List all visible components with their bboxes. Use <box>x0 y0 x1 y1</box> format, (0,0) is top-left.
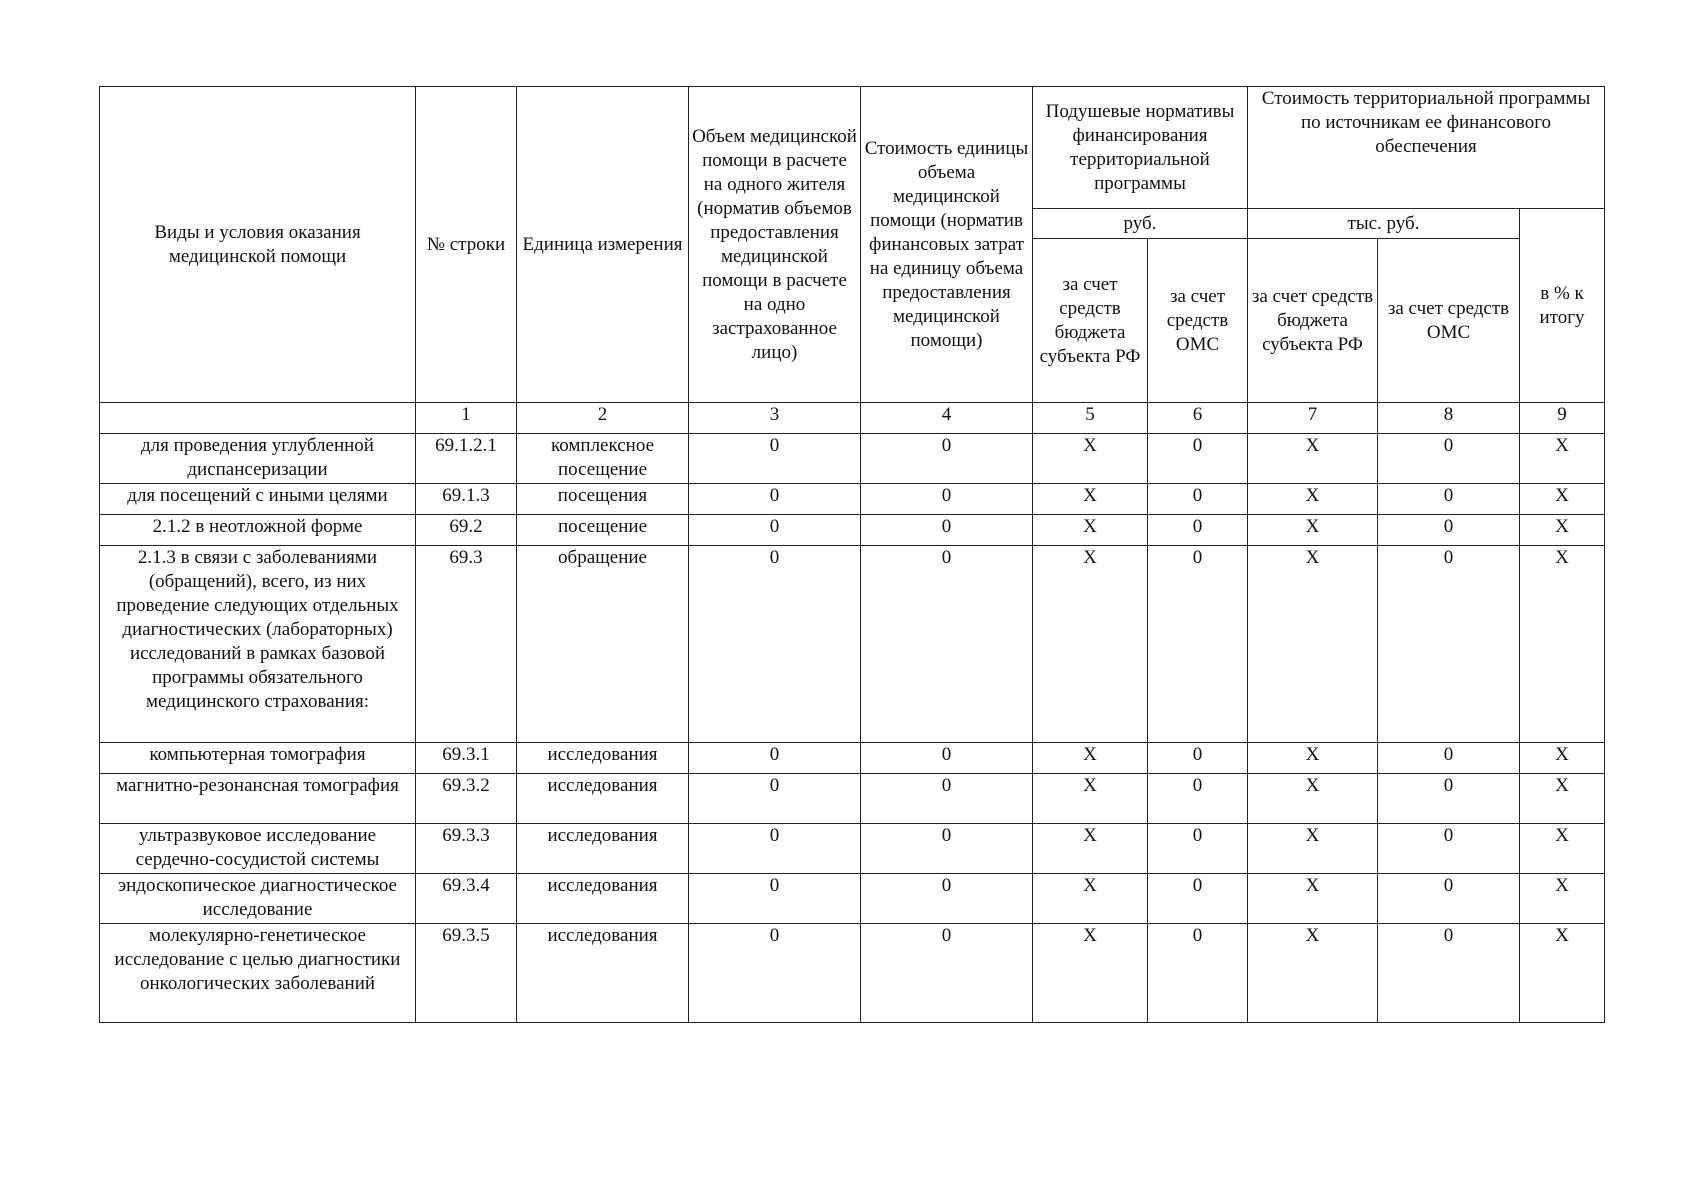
cell-col7: X <box>1248 824 1378 874</box>
cell-col6: 0 <box>1148 743 1248 774</box>
row-number: 69.3.2 <box>416 774 517 824</box>
header-volume: Объем медицинской помощи в расчете на одного жителя (норматив объемов предоставления медицинской помощи в расчете на одно застрахованное лицо) <box>689 87 861 403</box>
row-name: магнитно-резонансная томография <box>100 774 416 824</box>
header-unit-cost: Стоимость единицы объема медицинской помощи (норматив финансовых затрат на единицу объема предоставления медицинской помощи) <box>861 87 1033 403</box>
header-budget-thousand: за счет средств бюджета субъекта РФ <box>1248 239 1378 403</box>
cell-col4: 0 <box>861 484 1033 515</box>
cell-col5: X <box>1033 774 1148 824</box>
column-number-empty <box>100 403 416 434</box>
column-number: 2 <box>517 403 689 434</box>
cell-col7: X <box>1248 774 1378 824</box>
cell-col8: 0 <box>1378 743 1520 774</box>
cell-col9: X <box>1520 546 1605 743</box>
header-thousand-rub: тыс. руб. <box>1248 209 1520 239</box>
cell-col3: 0 <box>689 924 861 1023</box>
cell-col9: X <box>1520 515 1605 546</box>
table-row <box>100 515 1605 546</box>
row-name: эндоскопическое диагностическое исследование <box>100 874 416 924</box>
table-row <box>100 924 1605 1023</box>
cell-col7: X <box>1248 924 1378 1023</box>
cell-col6: 0 <box>1148 484 1248 515</box>
header-per-capita: Подушевые нормативы финансирования территориальной программы <box>1033 87 1248 209</box>
cell-col8: 0 <box>1378 434 1520 484</box>
row-unit: комплексное посещение <box>517 434 689 484</box>
cell-col7: X <box>1248 434 1378 484</box>
column-number: 5 <box>1033 403 1148 434</box>
header-kind: Виды и условия оказания медицинской помощи <box>100 87 416 403</box>
cell-col8: 0 <box>1378 484 1520 515</box>
table-row <box>100 434 1605 484</box>
row-number: 69.1.3 <box>416 484 517 515</box>
row-unit: исследования <box>517 743 689 774</box>
row-unit: исследования <box>517 874 689 924</box>
cell-col5: X <box>1033 824 1148 874</box>
row-unit: исследования <box>517 824 689 874</box>
row-number: 69.3.4 <box>416 874 517 924</box>
column-number: 1 <box>416 403 517 434</box>
cell-col5: X <box>1033 546 1148 743</box>
cell-col6: 0 <box>1148 515 1248 546</box>
cell-col3: 0 <box>689 743 861 774</box>
table-row <box>100 484 1605 515</box>
cell-col6: 0 <box>1148 824 1248 874</box>
cell-col7: X <box>1248 546 1378 743</box>
row-number: 69.3.5 <box>416 924 517 1023</box>
cell-col6: 0 <box>1148 546 1248 743</box>
cell-col7: X <box>1248 743 1378 774</box>
cell-col5: X <box>1033 484 1148 515</box>
row-unit: исследования <box>517 774 689 824</box>
cell-col6: 0 <box>1148 874 1248 924</box>
cell-col4: 0 <box>861 743 1033 774</box>
cell-col3: 0 <box>689 434 861 484</box>
row-name: ультразвуковое исследование сердечно-сосудистой системы <box>100 824 416 874</box>
row-number: 69.2 <box>416 515 517 546</box>
row-name: для проведения углубленной диспансеризации <box>100 434 416 484</box>
cell-col8: 0 <box>1378 924 1520 1023</box>
column-number: 8 <box>1378 403 1520 434</box>
cell-col9: X <box>1520 484 1605 515</box>
row-number: 69.3.1 <box>416 743 517 774</box>
cell-col9: X <box>1520 824 1605 874</box>
column-number: 6 <box>1148 403 1248 434</box>
cell-col5: X <box>1033 874 1148 924</box>
table-header <box>100 87 1605 434</box>
funding-table <box>99 86 1605 1023</box>
row-name: 2.1.2 в неотложной форме <box>100 515 416 546</box>
cell-col6: 0 <box>1148 774 1248 824</box>
table-row <box>100 774 1605 824</box>
cell-col3: 0 <box>689 874 861 924</box>
header-percent: в % к итогу <box>1520 209 1605 403</box>
cell-col4: 0 <box>861 924 1033 1023</box>
header-program-cost: Стоимость территориальной программы по источникам ее финансового обеспечения <box>1248 87 1605 209</box>
row-unit: обращение <box>517 546 689 743</box>
header-row-number: № строки <box>416 87 517 403</box>
table-row <box>100 546 1605 743</box>
table-row <box>100 743 1605 774</box>
header-rub: руб. <box>1033 209 1248 239</box>
cell-col6: 0 <box>1148 924 1248 1023</box>
cell-col9: X <box>1520 924 1605 1023</box>
cell-col4: 0 <box>861 874 1033 924</box>
cell-col4: 0 <box>861 546 1033 743</box>
cell-col4: 0 <box>861 515 1033 546</box>
cell-col5: X <box>1033 924 1148 1023</box>
cell-col9: X <box>1520 434 1605 484</box>
cell-col9: X <box>1520 874 1605 924</box>
cell-col8: 0 <box>1378 824 1520 874</box>
cell-col7: X <box>1248 874 1378 924</box>
cell-col3: 0 <box>689 484 861 515</box>
cell-col4: 0 <box>861 434 1033 484</box>
row-name: молекулярно-генетическое исследование с целью диагностики онкологических заболеваний <box>100 924 416 1023</box>
header-budget-rub: за счет средств бюджета субъекта РФ <box>1033 239 1148 403</box>
cell-col8: 0 <box>1378 546 1520 743</box>
cell-col7: X <box>1248 484 1378 515</box>
row-name: для посещений с иными целями <box>100 484 416 515</box>
row-unit: посещение <box>517 515 689 546</box>
cell-col8: 0 <box>1378 774 1520 824</box>
header-oms-thousand: за счет средств ОМС <box>1378 239 1520 403</box>
cell-col3: 0 <box>689 515 861 546</box>
cell-col9: X <box>1520 774 1605 824</box>
row-name: 2.1.3 в связи с заболеваниями (обращений), всего, из них проведение следующих отдельных диагностических (лабораторных) исследований в рамках базовой программы обязательного медицинского страхования: <box>100 546 416 743</box>
cell-col6: 0 <box>1148 434 1248 484</box>
cell-col3: 0 <box>689 546 861 743</box>
row-number: 69.1.2.1 <box>416 434 517 484</box>
cell-col5: X <box>1033 434 1148 484</box>
cell-col9: X <box>1520 743 1605 774</box>
cell-col7: X <box>1248 515 1378 546</box>
header-oms-rub: за счет средств ОМС <box>1148 239 1248 403</box>
table-body <box>100 434 1605 1023</box>
table-row <box>100 874 1605 924</box>
header-unit: Единица измерения <box>517 87 689 403</box>
cell-col3: 0 <box>689 824 861 874</box>
row-unit: посещения <box>517 484 689 515</box>
column-number: 9 <box>1520 403 1605 434</box>
column-numbers-row <box>100 403 1605 434</box>
cell-col8: 0 <box>1378 874 1520 924</box>
cell-col4: 0 <box>861 774 1033 824</box>
row-name: компьютерная томография <box>100 743 416 774</box>
column-number: 7 <box>1248 403 1378 434</box>
column-number: 3 <box>689 403 861 434</box>
row-unit: исследования <box>517 924 689 1023</box>
row-number: 69.3 <box>416 546 517 743</box>
cell-col4: 0 <box>861 824 1033 874</box>
cell-col8: 0 <box>1378 515 1520 546</box>
column-number: 4 <box>861 403 1033 434</box>
table-row <box>100 824 1605 874</box>
cell-col5: X <box>1033 743 1148 774</box>
cell-col5: X <box>1033 515 1148 546</box>
row-number: 69.3.3 <box>416 824 517 874</box>
cell-col3: 0 <box>689 774 861 824</box>
